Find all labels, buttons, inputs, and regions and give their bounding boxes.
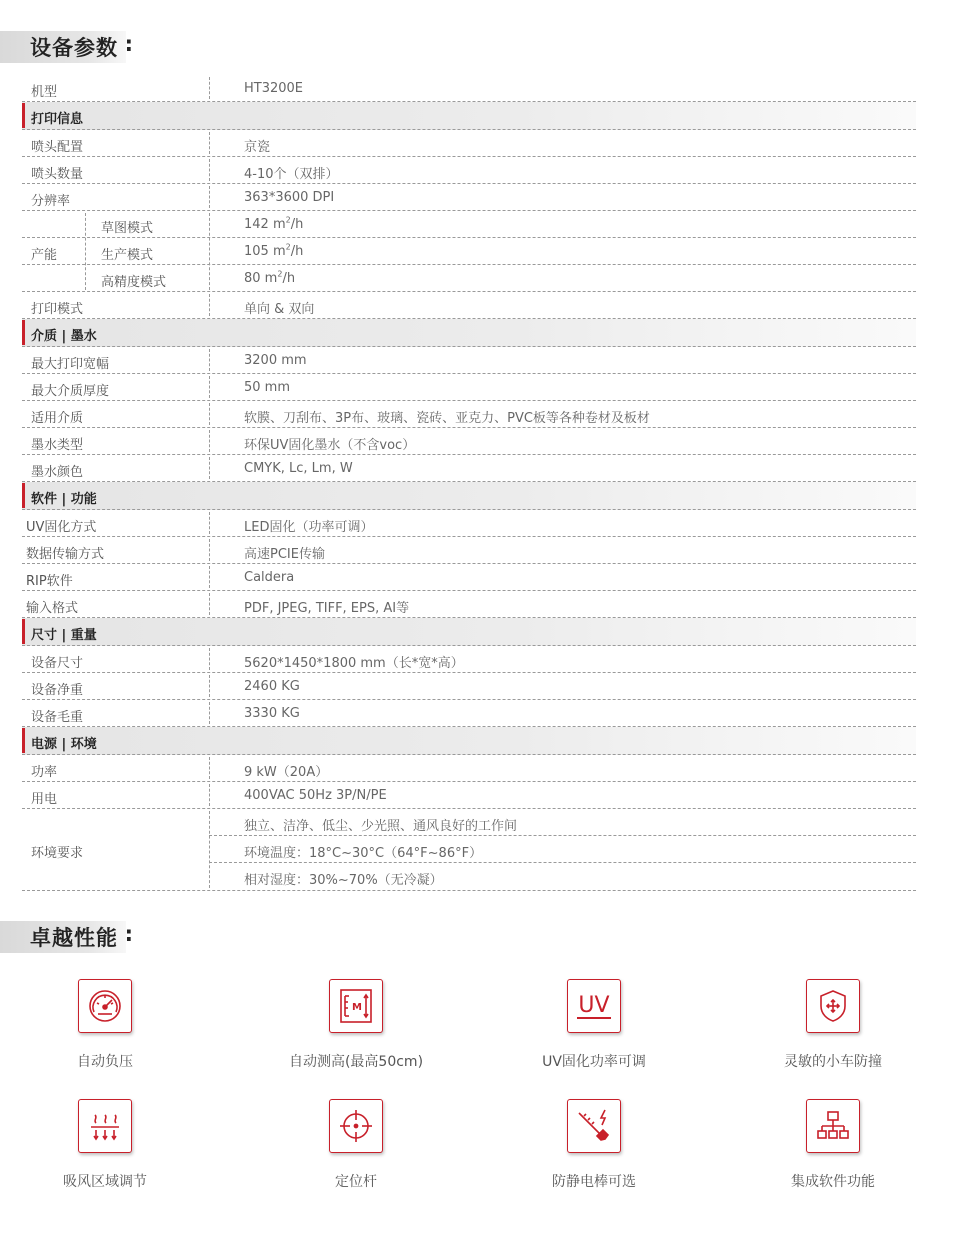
- shield-icon: [806, 979, 860, 1033]
- spec-label: 输入格式: [26, 601, 79, 616]
- spec-row-uv-cure: [22, 510, 916, 537]
- svg-text:M: M: [352, 1002, 362, 1013]
- capacity-value: 80 $m^2/h$: [244, 269, 296, 286]
- category-size: [22, 618, 916, 646]
- feature-label: 自动负压: [77, 1054, 133, 1070]
- spec-label: 最大介质厚度: [31, 384, 110, 399]
- uv-icon: [567, 979, 621, 1033]
- feature-label: 自动测高(最高50cm): [288, 1054, 424, 1070]
- spec-label: 墨水颜色: [31, 465, 84, 480]
- suction-icon: [78, 1099, 132, 1153]
- spec-row-electricity: [22, 782, 916, 809]
- spec-label: 喷头配置: [31, 140, 84, 155]
- spec-label: 设备净重: [31, 683, 84, 698]
- features-title-colon: :: [124, 922, 134, 946]
- specs-title-colon: :: [124, 32, 134, 56]
- spec-label: 数据传输方式: [26, 547, 105, 562]
- spec-value: 2460 KG: [244, 679, 300, 694]
- environment-value: 独立、洁净、低尘、少光照、通风良好的工作间: [244, 819, 518, 834]
- spec-value: 363*3600 DPI: [244, 190, 335, 205]
- spec-row-data-transfer: [22, 537, 916, 564]
- feature-antistatic: [494, 1099, 694, 1191]
- features-section-title: [0, 921, 134, 953]
- environment-value: 环境温度：18°C~30°C（64°F~86°F）: [244, 846, 483, 861]
- category-print: [22, 102, 916, 130]
- feature-label: 吸风区域调节: [63, 1174, 147, 1190]
- spec-label: 打印模式: [31, 302, 84, 317]
- network-icon: [806, 1099, 860, 1153]
- feature-label: UV固化功率可调: [542, 1054, 646, 1070]
- spec-label: RIP软件: [26, 574, 73, 589]
- feature-label: 防静电棒可选: [552, 1174, 636, 1190]
- spec-value: 京瓷: [244, 140, 271, 155]
- spec-row-gross-weight: [22, 700, 916, 727]
- feature-suction: [5, 1099, 205, 1191]
- crosshair-icon: [329, 1099, 383, 1153]
- spec-row-power: [22, 755, 916, 782]
- feature-anti-collision: [733, 979, 933, 1071]
- spec-value: 9 kW（20A）: [244, 765, 329, 780]
- spec-row-size: [22, 646, 916, 673]
- category-power: [22, 727, 916, 755]
- spec-label: 墨水类型: [31, 438, 84, 453]
- spec-value: HT3200E: [244, 81, 304, 96]
- category-software: [22, 482, 916, 510]
- spec-value: 5620*1450*1800 mm（长*宽*高）: [244, 656, 464, 671]
- svg-text:UV: UV: [578, 993, 610, 1018]
- spec-value: 4-10个（双排）: [244, 167, 339, 182]
- spec-label: 最大打印宽幅: [31, 357, 110, 372]
- feature-label: 定位杆: [335, 1174, 377, 1190]
- spec-row-ink-color: [22, 455, 916, 482]
- feature-positioning: [256, 1099, 456, 1191]
- spec-row-nozzle-config: [22, 130, 916, 157]
- category-media: [22, 319, 916, 347]
- spec-table: [22, 75, 916, 891]
- spec-row-rip: [22, 564, 916, 591]
- spec-value: 3200 mm: [244, 353, 307, 368]
- spec-label: 环境要求: [31, 846, 84, 861]
- height-measure-icon: [329, 979, 383, 1033]
- category-label: 软件 | 功能: [31, 492, 97, 507]
- spec-value: 环保UV固化墨水（不含voc）: [244, 438, 416, 453]
- feature-label: 集成软件功能: [791, 1174, 875, 1190]
- feature-uv-power: [494, 979, 694, 1071]
- spec-row-max-thickness: [22, 374, 916, 401]
- spec-value: 50 mm: [244, 380, 291, 395]
- spec-group-environment: [22, 809, 916, 891]
- spec-value: LED固化（功率可调）: [244, 520, 374, 535]
- feature-auto-pressure: [5, 979, 205, 1071]
- spec-value: 高速PCIE传输: [244, 547, 325, 562]
- spec-value: Caldera: [244, 570, 295, 585]
- environment-row: [209, 809, 916, 836]
- spec-label: UV固化方式: [26, 520, 97, 535]
- gauge-icon: [78, 979, 132, 1033]
- antistatic-icon: [567, 1099, 621, 1153]
- category-label: 尺寸 | 重量: [31, 628, 97, 643]
- category-label: 介质 | 墨水: [31, 329, 97, 344]
- capacity-value: 142 $m^2/h$: [244, 215, 304, 232]
- feature-label: 灵敏的小车防撞: [784, 1054, 882, 1070]
- spec-label: 适用介质: [31, 411, 84, 426]
- spec-label: 设备尺寸: [31, 656, 84, 671]
- spec-row-input-format: [22, 591, 916, 618]
- spec-row-model: [22, 75, 916, 102]
- spec-group-capacity: [22, 211, 916, 292]
- capacity-row: [22, 238, 916, 265]
- category-label: 电源 | 环境: [31, 737, 97, 752]
- specs-title-text: 设备参数: [30, 36, 118, 60]
- spec-label: 产能: [31, 248, 58, 263]
- capacity-value: 105 $m^2/h$: [244, 242, 304, 259]
- spec-row-net-weight: [22, 673, 916, 700]
- spec-label: 设备毛重: [31, 710, 84, 725]
- spec-row-ink-type: [22, 428, 916, 455]
- feature-auto-height: [256, 979, 456, 1071]
- spec-value: PDF, JPEG, TIFF, EPS, AI等: [244, 601, 410, 616]
- capacity-mode-label: 高精度模式: [101, 275, 167, 290]
- spec-value: 单向 & 双向: [244, 302, 315, 317]
- capacity-mode-label: 生产模式: [101, 248, 154, 263]
- spec-row-print-mode: [22, 292, 916, 319]
- spec-row-nozzle-count: [22, 157, 916, 184]
- features-title-text: 卓越性能: [30, 926, 118, 950]
- specs-section-title: [0, 31, 134, 63]
- category-label: 打印信息: [31, 112, 84, 127]
- capacity-row: [22, 265, 916, 292]
- environment-row: [209, 863, 916, 890]
- spec-row-resolution: [22, 184, 916, 211]
- spec-label: 用电: [31, 792, 58, 807]
- spec-value: 软膜、刀刮布、3P布、玻璃、瓷砖、亚克力、PVC板等各种卷材及板材: [244, 411, 650, 426]
- spec-label: 喷头数量: [31, 167, 84, 182]
- spec-row-media: [22, 401, 916, 428]
- spec-label: 机型: [31, 85, 58, 100]
- environment-row: [209, 836, 916, 863]
- spec-label: 功率: [31, 765, 58, 780]
- spec-label: 分辨率: [31, 194, 71, 209]
- spec-value: CMYK, Lc, Lm, W: [244, 461, 353, 476]
- spec-value: 3330 KG: [244, 706, 300, 721]
- capacity-row: [22, 211, 916, 238]
- capacity-mode-label: 草图模式: [101, 221, 154, 236]
- spec-row-max-width: [22, 347, 916, 374]
- environment-value: 相对湿度：30%~70%（无冷凝）: [244, 873, 443, 888]
- feature-software: [733, 1099, 933, 1191]
- spec-value: 400VAC 50Hz 3P/N/PE: [244, 788, 387, 803]
